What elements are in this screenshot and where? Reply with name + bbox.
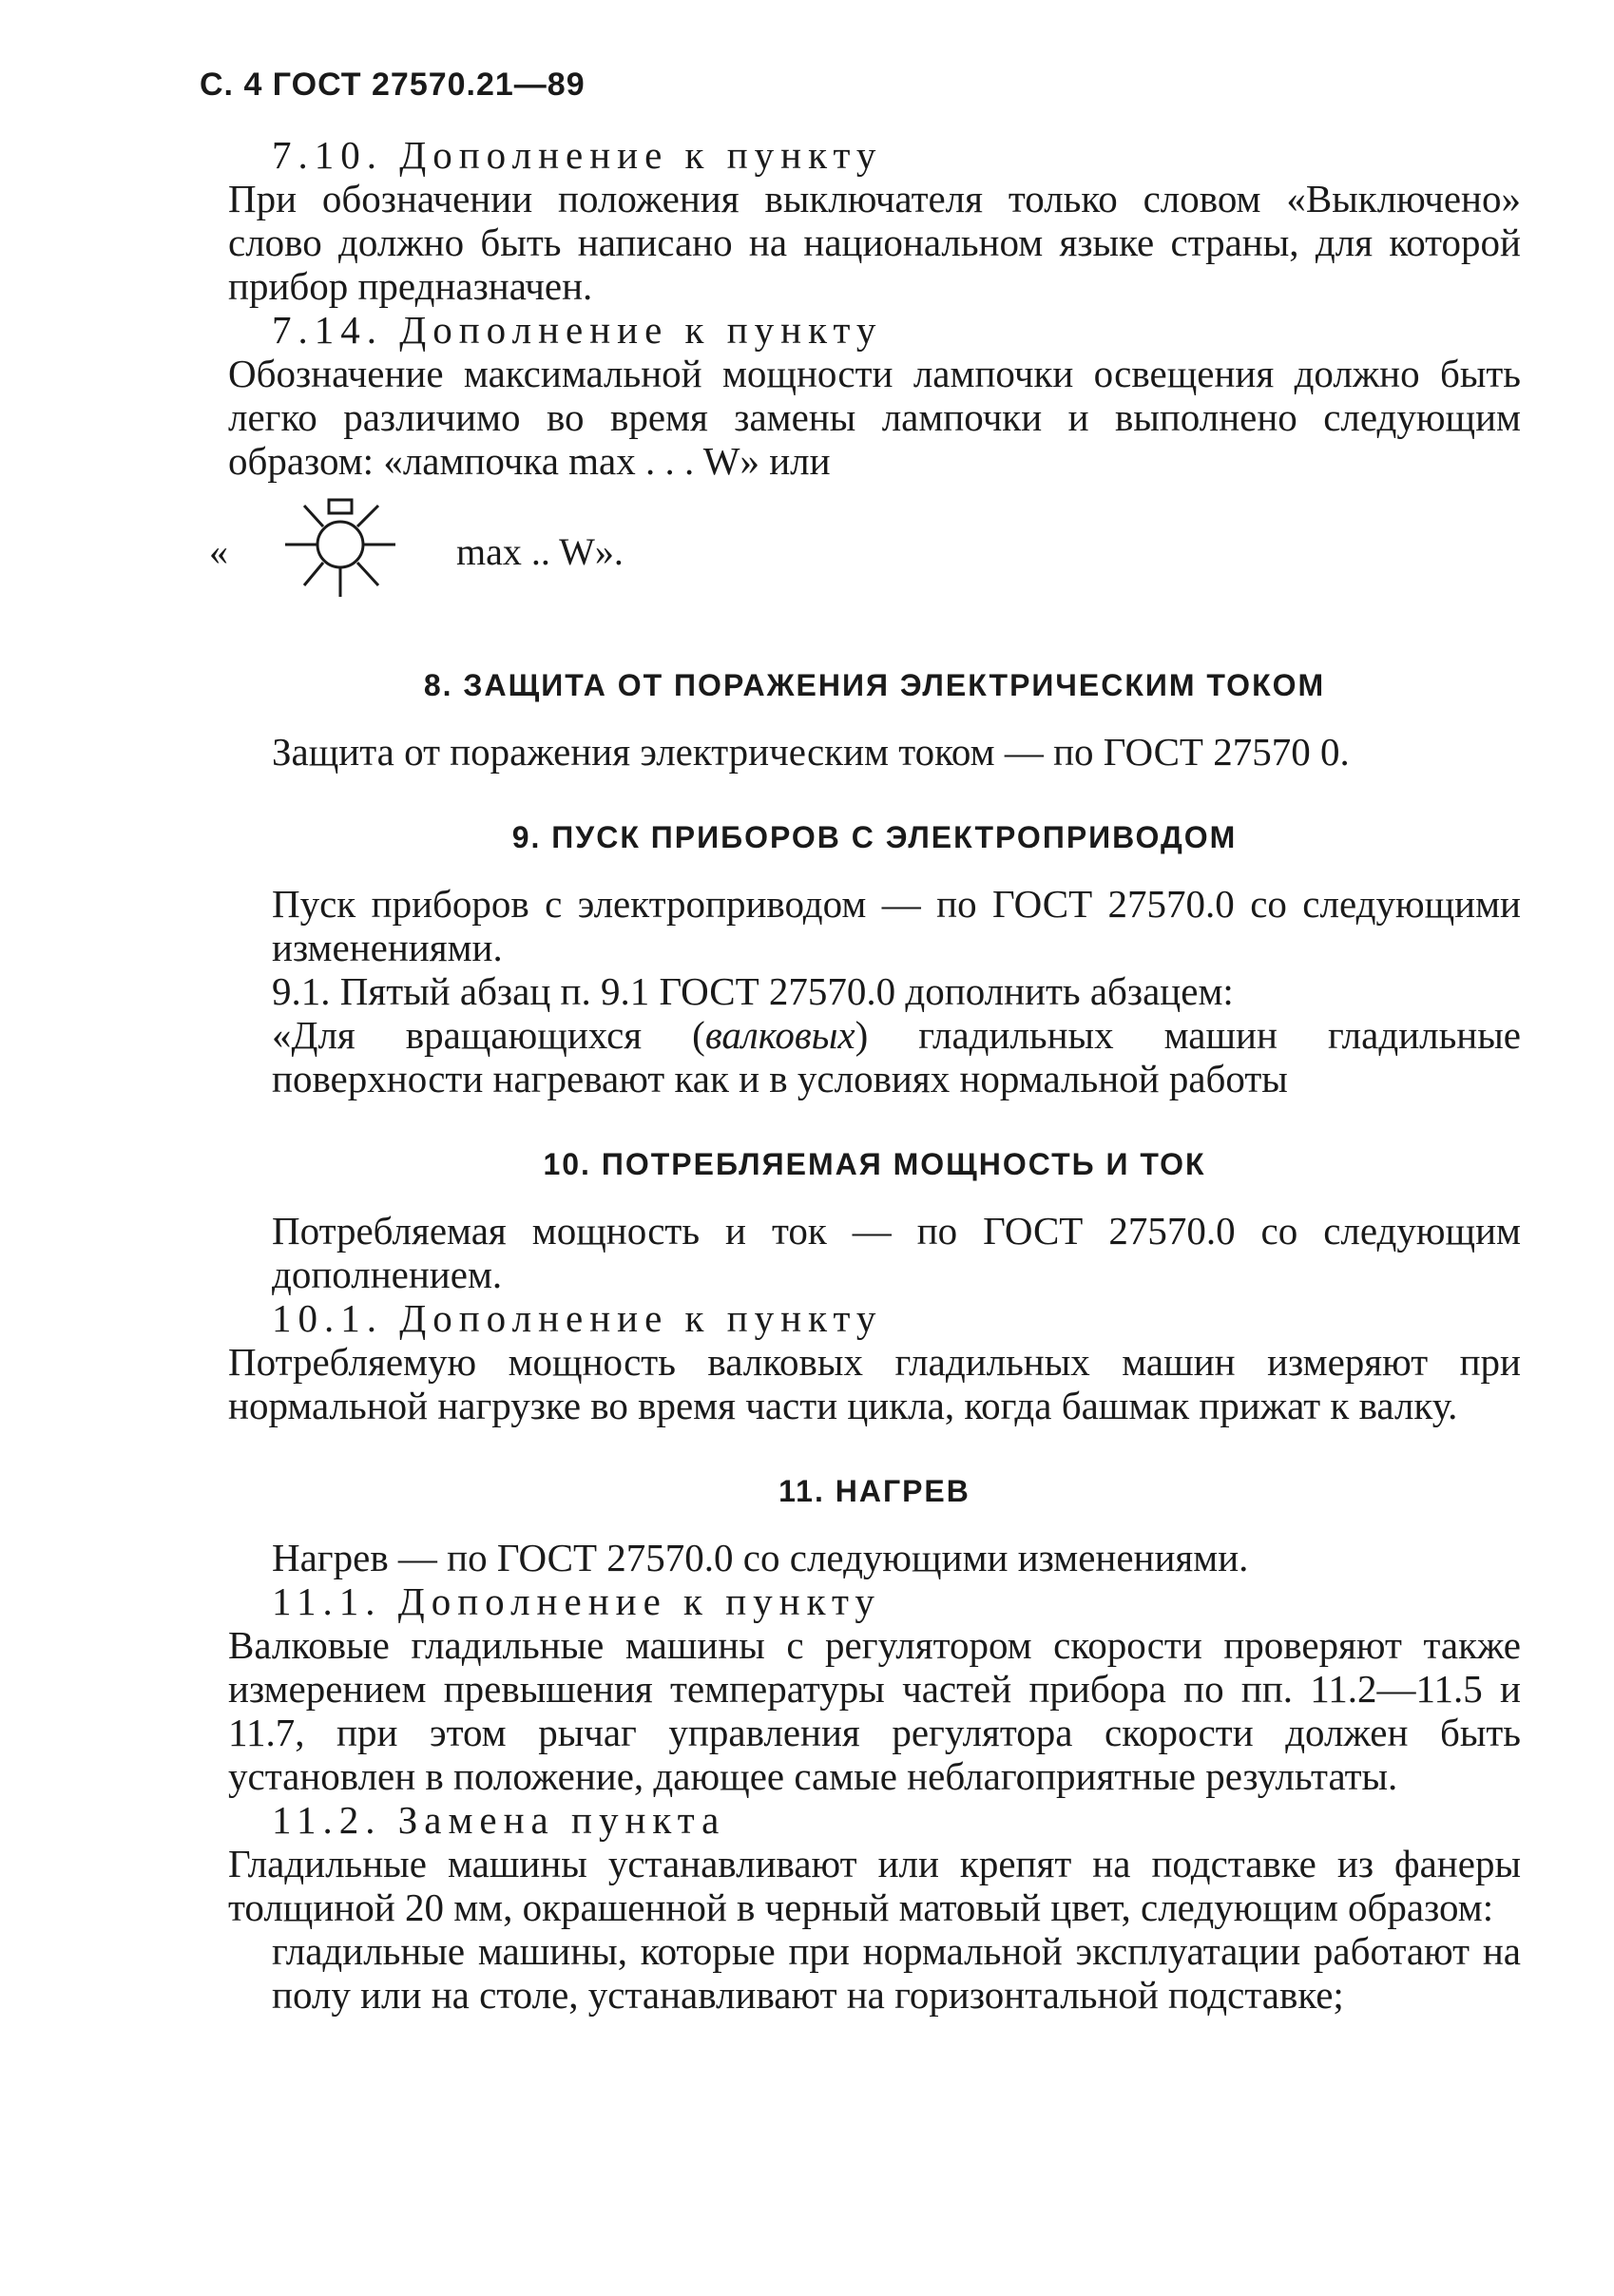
section-8-heading: 8. ЗАЩИТА ОТ ПОРАЖЕНИЯ ЭЛЕКТРИЧЕСКИМ ТОКОМ (423, 668, 1326, 702)
section-8-text: Защита от поражения электрическим током — по ГОСТ 27570 0. (272, 730, 1350, 774)
clause-11-2-title: 11.2. Замена пункта (272, 1798, 726, 1842)
page-header: С. 4 ГОСТ 27570.21—89 (200, 67, 586, 103)
clause-9-1-quote (228, 1013, 1521, 1100)
clause-7-14-title: 7.14. Дополнение к пункту (272, 308, 883, 352)
clause-11-2-text: Гладильные машины устанавливают или крепят на подставке из фанеры толщиной 20 мм, окрашенной в черный матовый цвет, следующим образом: (228, 1842, 1521, 1929)
clause-10-1-text: Потребляемую мощность валковых гладильных машин измеряют при нормальной нагрузке во время части цикла, когда башмак прижат к валку. (228, 1340, 1521, 1427)
lamp-icon (276, 492, 409, 615)
section-10-heading: 10. ПОТРЕБЛЯЕМАЯ МОЩНОСТЬ И ТОК (543, 1147, 1206, 1181)
clause-10-1-title: 10.1. Дополнение к пункту (272, 1296, 883, 1340)
section-9-text: Пуск приборов с электроприводом — по ГОСТ 27570.0 со следующими изменениями. (272, 882, 1521, 969)
clause-9-1-text: 9.1. Пятый абзац п. 9.1 ГОСТ 27570.0 дополнить абзацем: (272, 969, 1234, 1013)
clause-11-1-title: 11.1. Дополнение к пункту (272, 1579, 881, 1623)
clause-11-1-text: Валковые гладильные машины с регулятором скорости проверяют также измерением превышения температуры частей прибора по пп. 11.2—11.5 и 11.7, при этом рычаг управления регулятора скорости должен быть установлен в положение, дающее самые неблагоприятные результаты. (228, 1623, 1521, 1798)
section-10-text: Потребляемая мощность и ток — по ГОСТ 27570.0 со следующим дополнением. (272, 1209, 1521, 1296)
section-11-heading: 11. НАГРЕВ (778, 1474, 970, 1508)
lamp-max-text: max .. W». (456, 530, 624, 573)
clause-11-2-item: гладильные машины, которые при нормальной эксплуатации работают на полу или на столе, устанавливают на горизонтальной подставке; (272, 1929, 1521, 2017)
quote-end: ) гладильных машин гладильные поверхности нагревают как и в условиях нормальной работы (272, 1013, 1521, 1100)
clause-7-10-title: 7.10. Дополнение к пункту (272, 133, 883, 177)
section-9-heading: 9. ПУСК ПРИБОРОВ С ЭЛЕКТРОПРИВОДОМ (511, 820, 1238, 854)
clause-7-10-text: При обозначении положения выключателя только словом «Выключено» слово должно быть написано на национальном языке страны, для которой прибор предназначен. (228, 177, 1521, 308)
quote-italic: валковых (704, 1013, 855, 1057)
clause-7-14-text: Обозначение максимальной мощности лампочки освещения должно быть легко различимо во время замены лампочки и выполнено следующим образом: «лампочка max . . . W» или (228, 352, 1521, 483)
document-body (209, 133, 1521, 2017)
quote-start: «Для вращающихся ( (272, 1013, 705, 1057)
lamp-open-quote: « (209, 530, 228, 573)
section-11-text: Нагрев — по ГОСТ 27570.0 со следующими изменениями. (272, 1536, 1249, 1579)
lamp-symbol-line (209, 492, 1521, 606)
